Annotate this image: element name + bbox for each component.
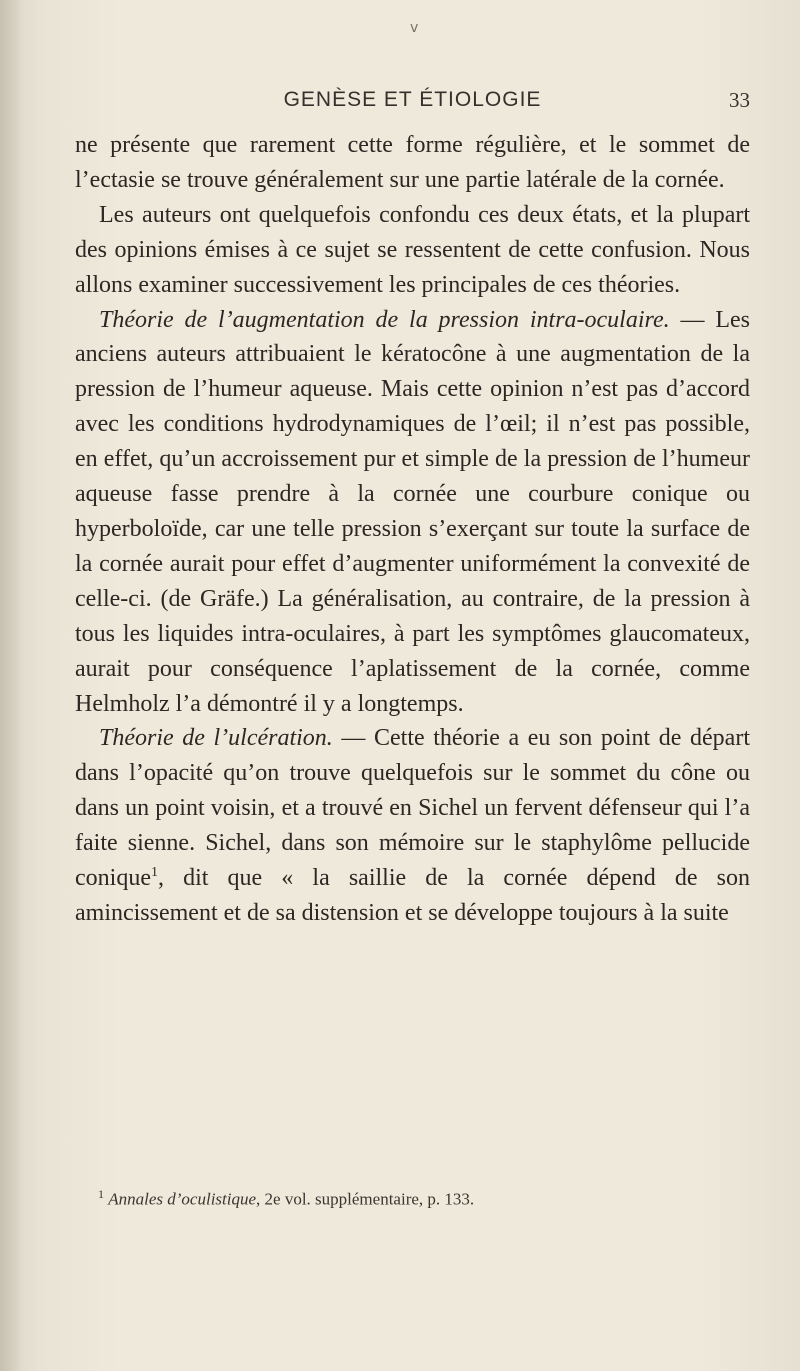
footnote-details: , 2e vol. supplémentaire, p. 133. <box>256 1189 475 1209</box>
footnote-reference: 1 <box>150 865 158 881</box>
paragraph-1: ne présente que rarement cette forme régulière, et le sommet de l’ectasie se trouve généralement sur une partie latérale de la cornée. <box>75 132 750 193</box>
binding-shadow <box>0 0 22 1371</box>
running-title: GENÈSE ET ÉTIOLOGIE <box>283 88 542 111</box>
paragraph-4-text-b: , dit que « la saillie de la cornée dépend de son amincissement et de sa distension et se développe toujours à la suite <box>75 865 750 926</box>
section-heading-pressure: Théorie de l’augmentation de la pression intra-oculaire. <box>99 306 670 333</box>
body-text <box>75 128 750 931</box>
paragraph-4 <box>75 721 750 930</box>
paragraph-3-text: — Les anciens auteurs attribuaient le kératocône à une augmentation de la pression de l’humeur aqueuse. Mais cette opinion n’est pas d’accord avec les conditions hydrodynamiques de l’œil; il n’est pas possible, en effet, qu’un accroissement pur et simple de la pression de l’humeur aqueuse fasse prendre à la cornée une courbure conique ou hyperboloïde, car une telle pression s’exerçant sur toute la surface de la cornée aurait pour effet d’augmenter uniformément la convexité de celle-ci. (de Gräfe.) La généralisation, au contraire, de la pression à tous les liquides intra-oculaires, à part les symptômes glaucomateux, aurait pour conséquence l’aplatissement de la cornée, comme Helmholz l’a démontré il y a longtemps. <box>75 306 750 717</box>
running-header <box>75 88 750 118</box>
fold-mark: v <box>410 20 419 36</box>
footnote-marker: 1 <box>98 1187 104 1201</box>
paragraph-2: Les auteurs ont quelquefois confondu ces deux états, et la plupart des opinions émises à ce sujet se ressentent de cette confusion. Nous allons examiner successivement les principales de ces théories. <box>75 201 750 298</box>
section-heading-ulceration: Théorie de l’ulcération. <box>99 725 333 752</box>
paragraph-4-text-a: — Cette théorie a eu son point de départ dans l’opacité qu’on trouve quelquefois sur le sommet du cône ou dans un point voisin, et a trouvé en Sichel un fervent défenseur qui l’a faite sienne. Sichel, dans son mémoire sur le staphylôme pellucide conique <box>75 725 750 892</box>
page-number: 33 <box>729 88 750 112</box>
footnote-source: Annales d’oculistique <box>108 1189 257 1209</box>
paragraph-3 <box>75 303 750 722</box>
footnote <box>98 1187 750 1210</box>
